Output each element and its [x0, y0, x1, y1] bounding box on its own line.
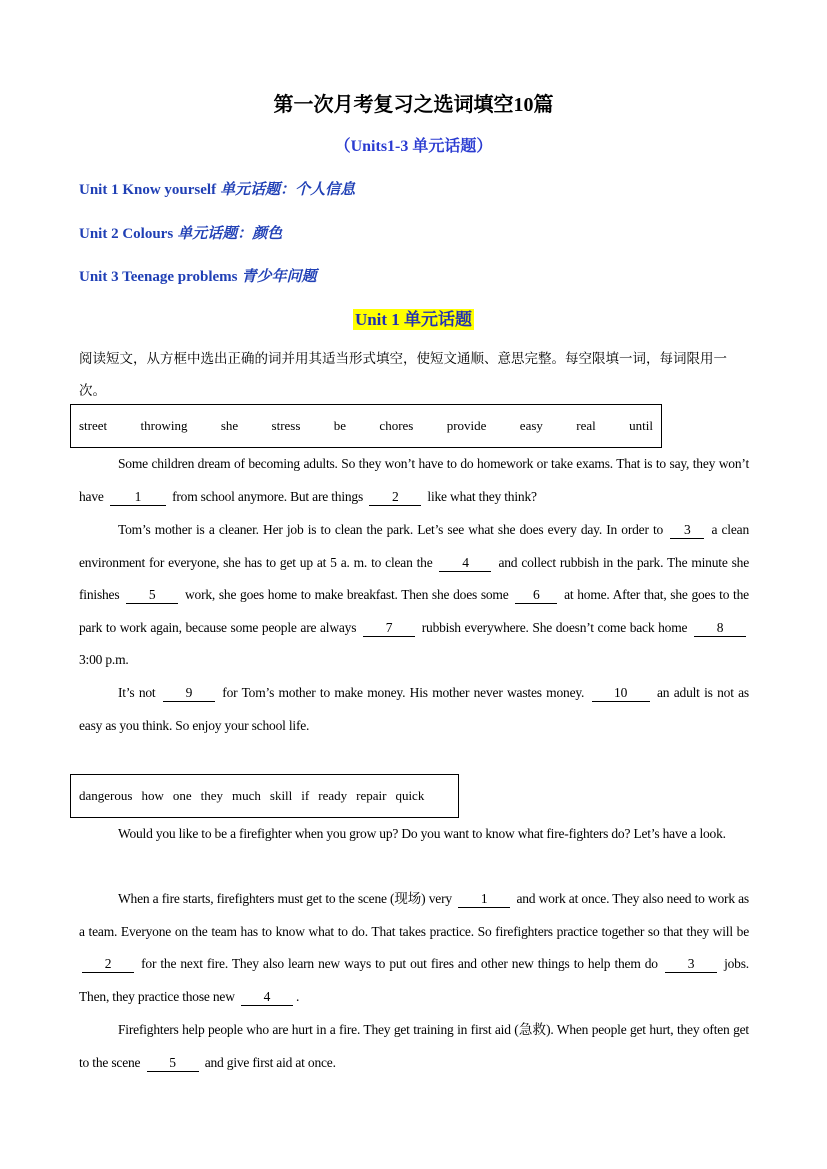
- unit-1-topic: [79, 178, 355, 199]
- answer-blank-3[interactable]: 3: [670, 522, 704, 539]
- answer-blank-p2-1[interactable]: 1: [458, 891, 510, 908]
- passage-text: It’s not: [118, 685, 156, 700]
- section-heading-text: Unit 1 单元话题: [354, 310, 473, 329]
- passage-text: rubbish everywhere. She doesn’t come back home: [421, 619, 688, 635]
- passage-text: like what they think?: [427, 488, 537, 504]
- passage-2-paragraph-1: Would you like to be a firefighter when you grow up? Do you want to know what fire-fighters do? Let’s have a look.: [118, 826, 726, 841]
- answer-blank-7[interactable]: 7: [363, 620, 415, 637]
- passage-text: 3:00 p.m.: [79, 652, 129, 668]
- passage-text: and work at once. They also need to work as a team. Everyone on the team has to know what to do. That takes practice. So firefighters practice together so that they will be: [79, 891, 749, 939]
- unit-3-topic: [79, 265, 317, 286]
- passage-text: and give first aid at once.: [204, 1054, 336, 1070]
- passage-text: .: [295, 988, 300, 1004]
- unit-3-name: Unit 3 Teenage problems: [79, 269, 238, 285]
- word-box-item: they: [200, 788, 223, 803]
- word-box-item: if: [301, 788, 310, 803]
- unit-2-topic-cn: 单元话题：颜色: [177, 226, 283, 242]
- passage-text: Firefighters help people who are hurt in a fire. They get training in first aid (急救). When people get hurt, they often get to the scene: [79, 1022, 749, 1070]
- answer-blank-5[interactable]: 5: [126, 587, 178, 604]
- word-box-item: repair: [356, 788, 387, 803]
- instructions: 阅读短文，从方框中选出正确的词并用其适当形式填空，使短文通顺、意思完整。每空限填一词，每词限用一次。: [79, 351, 727, 399]
- word-box-item: easy: [519, 418, 543, 433]
- unit-3-topic-cn: 青少年问题: [241, 269, 317, 285]
- answer-blank-p2-5[interactable]: 5: [147, 1055, 199, 1072]
- answer-blank-6[interactable]: 6: [515, 587, 557, 604]
- passage-1-paragraph-2: [79, 514, 749, 677]
- document-title: 第一次月考复习之选词填空10篇: [273, 94, 554, 116]
- word-box-item: street: [79, 418, 108, 433]
- answer-blank-2[interactable]: 2: [369, 489, 421, 506]
- answer-blank-10[interactable]: 10: [592, 685, 650, 702]
- word-box-item: skill: [269, 788, 293, 803]
- passage-1-paragraph-1: [79, 448, 749, 513]
- passage-text: and collect rubbish in the park. The minute she finishes: [79, 554, 749, 603]
- word-box-item: throwing: [140, 418, 188, 433]
- passage-text: work, she goes home to make breakfast. Then she does some: [184, 587, 509, 603]
- word-box-item: ready: [318, 788, 348, 803]
- passage-text: for Tom’s mother to make money. His mother never wastes money.: [222, 685, 585, 700]
- unit-2-name: Unit 2 Colours: [79, 226, 174, 242]
- word-box-item: quick: [395, 788, 425, 803]
- passage-text: a clean environment for everyone, she has to get up at 5 a. m. to clean the: [79, 522, 749, 570]
- word-box-item: provide: [446, 418, 487, 433]
- passage-1-paragraph-3: [79, 677, 749, 742]
- word-box-item: until: [629, 418, 653, 433]
- answer-blank-8[interactable]: 8: [694, 620, 746, 637]
- passage-text: jobs. Then, they practice those new: [79, 956, 749, 1004]
- word-box-item: real: [576, 418, 596, 433]
- answer-blank-p2-4[interactable]: 4: [241, 989, 293, 1006]
- answer-blank-1[interactable]: 1: [110, 489, 166, 506]
- passage-text: When a fire starts, firefighters must get to the scene (现场) very: [118, 891, 452, 906]
- unit-1-topic-cn: 单元话题：个人信息: [220, 182, 356, 198]
- passage-text: Tom’s mother is a cleaner. Her job is to clean the park. Let’s see what she does every day. In order to: [118, 522, 664, 537]
- unit-1-name: Unit 1 Know yourself: [79, 182, 217, 198]
- answer-blank-4[interactable]: 4: [439, 555, 491, 572]
- passage-2-paragraph-3: [79, 1014, 749, 1079]
- answer-blank-9[interactable]: 9: [163, 685, 215, 702]
- word-box-item: how: [141, 788, 164, 803]
- passage-text: an adult is not as easy as you think. So enjoy your school life.: [79, 685, 749, 733]
- word-box-item: much: [232, 788, 261, 803]
- answer-blank-p2-3[interactable]: 3: [665, 956, 717, 973]
- passage-text: Some children dream of becoming adults. So they won’t have to do homework or take exams. That is to say, they won’t have: [79, 456, 749, 504]
- section-heading: [0, 305, 827, 330]
- word-box-2: [70, 774, 459, 818]
- passage-text: for the next fire. They also learn new ways to put out fires and other new things to help them do: [141, 956, 658, 972]
- passage-2-paragraph-2: [79, 883, 749, 1013]
- word-box-item: chores: [379, 418, 414, 433]
- word-box-item: stress: [271, 418, 301, 433]
- answer-blank-p2-2[interactable]: 2: [82, 956, 134, 973]
- unit-2-topic: [79, 222, 282, 243]
- word-box-item: dangerous: [79, 788, 133, 803]
- passage-text: from school anymore. But are things: [172, 488, 364, 504]
- document-subtitle: （Units1-3 单元话题）: [334, 138, 493, 155]
- word-box-item: one: [172, 788, 192, 803]
- word-box-item: she: [220, 418, 239, 433]
- word-box-1: [70, 404, 662, 448]
- passage-text: at home. After that, she goes to the park to work again, because some people are always: [79, 587, 749, 635]
- word-box-item: be: [333, 418, 347, 433]
